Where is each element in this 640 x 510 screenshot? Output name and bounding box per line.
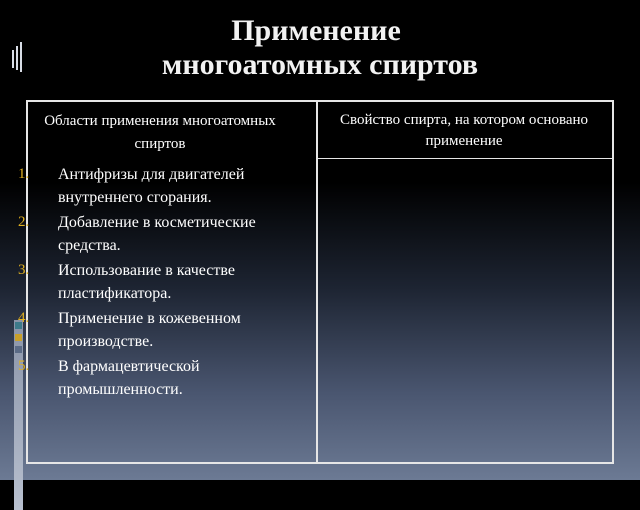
deco-bar-3: [12, 50, 14, 68]
table-header-divider: [316, 158, 614, 159]
table-header-applications: Области применения многоатомных спиртов: [44, 113, 276, 152]
list-item: [0, 211, 305, 257]
list-item-text: В фармацевтической промышленности.: [58, 358, 200, 398]
slide-title-line-1: Применение: [231, 14, 401, 47]
list-item-text: Использование в качестве пластификатора.: [58, 262, 235, 302]
list-item-number: 2.: [18, 214, 30, 230]
list-item-number: 5.: [18, 358, 30, 374]
list-item-number: 1.: [18, 166, 30, 182]
table-header-property: Свойство спирта, на котором основано применение: [339, 112, 589, 149]
deco-bar-1: [20, 42, 22, 72]
applications-list: [0, 163, 305, 403]
list-item-text: Добавление в косметические средства.: [58, 214, 256, 254]
list-item: [0, 355, 305, 401]
list-item: [0, 307, 305, 353]
deco-bar-2: [16, 46, 18, 70]
list-item-text: Антифризы для двигателей внутреннего сгорания.: [58, 166, 245, 206]
list-item-text: Применение в кожевенном производстве.: [58, 310, 241, 350]
list-item-number: 4.: [18, 310, 30, 326]
list-item: [0, 163, 305, 209]
slide-title: [60, 14, 580, 82]
list-item: [0, 259, 305, 305]
slide-title-line-2: многоатомных спиртов: [161, 48, 479, 81]
list-item-number: 3.: [18, 262, 30, 278]
table-column-divider: [316, 102, 318, 462]
